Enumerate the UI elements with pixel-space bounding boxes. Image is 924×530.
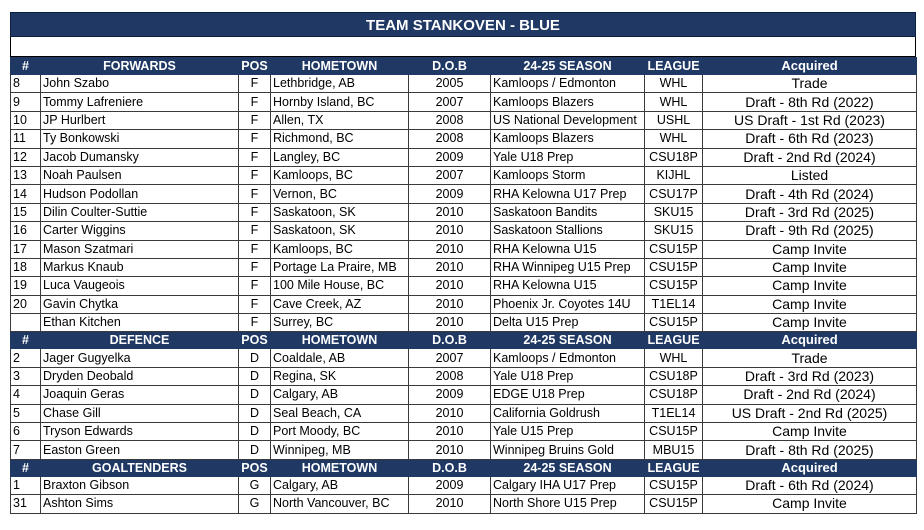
cell-number: 4 [11,386,41,404]
cell-name: Gavin Chytka [41,295,239,313]
cell-acquired: Camp Invite [703,423,917,441]
cell-acquired: Draft - 8th Rd (2025) [703,441,917,459]
cell-league: SKU15 [645,203,703,221]
goaltenders-header-dob: D.O.B [409,459,491,476]
cell-position: G [239,495,271,513]
cell-position: F [239,295,271,313]
cell-dob: 2009 [409,386,491,404]
cell-dob: 2010 [409,423,491,441]
cell-season-team: RHA Kelowna U15 [491,277,645,295]
cell-season-team: Yale U15 Prep [491,423,645,441]
cell-acquired: US Draft - 2nd Rd (2025) [703,404,917,422]
cell-acquired: Draft - 2nd Rd (2024) [703,386,917,404]
cell-number: 20 [11,295,41,313]
cell-league: CSU15P [645,240,703,258]
cell-number: 11 [11,130,41,148]
goaltenders-header-hometown: HOMETOWN [271,459,409,476]
table-row [11,441,917,459]
cell-hometown: Calgary, AB [271,386,409,404]
cell-season-team: North Shore U15 Prep [491,495,645,513]
cell-season-team: RHA Kelowna U15 [491,240,645,258]
cell-dob: 2007 [409,166,491,184]
cell-dob: 2009 [409,185,491,203]
forwards-header-hometown: HOMETOWN [271,58,409,75]
cell-name: Jager Gugyelka [41,349,239,367]
cell-league: CSU15P [645,495,703,513]
cell-hometown: North Vancouver, BC [271,495,409,513]
cell-number: 3 [11,367,41,385]
cell-acquired: Draft - 9th Rd (2025) [703,222,917,240]
cell-position: D [239,423,271,441]
cell-acquired: Draft - 6th Rd (2024) [703,476,917,494]
table-row [11,185,917,203]
table-row [11,367,917,385]
cell-hometown: Saskatoon, SK [271,203,409,221]
defence-header-dob: D.O.B [409,332,491,349]
table-row [11,476,917,494]
cell-number: 16 [11,222,41,240]
cell-number: 15 [11,203,41,221]
cell-hometown: Surrey, BC [271,314,409,332]
cell-position: F [239,166,271,184]
defence-header-number: # [11,332,41,349]
table-row [11,295,917,313]
cell-season-team: Calgary IHA U17 Prep [491,476,645,494]
cell-season-team: Kamloops / Edmonton [491,349,645,367]
cell-number: 9 [11,93,41,111]
cell-dob: 2010 [409,404,491,422]
cell-position: F [239,277,271,295]
cell-name: Tryson Edwards [41,423,239,441]
cell-dob: 2009 [409,148,491,166]
cell-acquired: Camp Invite [703,277,917,295]
defence-header-hometown: HOMETOWN [271,332,409,349]
cell-season-team: Yale U18 Prep [491,367,645,385]
cell-dob: 2010 [409,441,491,459]
cell-number: 12 [11,148,41,166]
roster-sheet [10,12,916,514]
cell-position: F [239,240,271,258]
cell-acquired: Draft - 4th Rd (2024) [703,185,917,203]
cell-name: Braxton Gibson [41,476,239,494]
cell-position: D [239,404,271,422]
cell-number: 10 [11,111,41,129]
defence-header-row [11,332,917,349]
defence-header-season-team: 24-25 SEASON [491,332,645,349]
cell-hometown: Coaldale, AB [271,349,409,367]
table-row [11,148,917,166]
cell-hometown: Kamloops, BC [271,240,409,258]
goaltenders-header-acquired: Acquired [703,459,917,476]
cell-dob: 2008 [409,367,491,385]
goaltenders-header-league: LEAGUE [645,459,703,476]
cell-name: Noah Paulsen [41,166,239,184]
cell-hometown: Seal Beach, CA [271,404,409,422]
cell-number: 1 [11,476,41,494]
cell-league: CSU18P [645,386,703,404]
cell-hometown: Richmond, BC [271,130,409,148]
cell-league: CSU15P [645,258,703,276]
cell-dob: 2010 [409,240,491,258]
cell-hometown: Lethbridge, AB [271,75,409,93]
table-row [11,75,917,93]
cell-league: WHL [645,349,703,367]
forwards-header-dob: D.O.B [409,58,491,75]
cell-league: KIJHL [645,166,703,184]
cell-number: 17 [11,240,41,258]
cell-dob: 2010 [409,203,491,221]
table-row [11,423,917,441]
cell-name: Jacob Dumansky [41,148,239,166]
cell-dob: 2008 [409,111,491,129]
cell-season-team: Delta U15 Prep [491,314,645,332]
cell-name: Mason Szatmari [41,240,239,258]
cell-league: CSU15P [645,476,703,494]
cell-acquired: Draft - 3rd Rd (2023) [703,367,917,385]
cell-dob: 2010 [409,277,491,295]
cell-position: G [239,476,271,494]
table-row [11,277,917,295]
cell-position: D [239,349,271,367]
cell-name: John Szabo [41,75,239,93]
cell-dob: 2010 [409,222,491,240]
cell-acquired: Camp Invite [703,495,917,513]
table-row [11,130,917,148]
cell-hometown: Vernon, BC [271,185,409,203]
goaltenders-header-position: POS [239,459,271,476]
forwards-header-position: POS [239,58,271,75]
cell-name: Easton Green [41,441,239,459]
cell-season-team: Phoenix Jr. Coyotes 14U [491,295,645,313]
table-row [11,166,917,184]
blank-row [10,37,916,57]
cell-number: 2 [11,349,41,367]
table-row [11,495,917,513]
cell-acquired: Camp Invite [703,258,917,276]
cell-season-team: Winnipeg Bruins Gold [491,441,645,459]
cell-acquired: Camp Invite [703,295,917,313]
table-row [11,222,917,240]
cell-hometown: Calgary, AB [271,476,409,494]
cell-hometown: Cave Creek, AZ [271,295,409,313]
cell-league: WHL [645,130,703,148]
cell-acquired: Camp Invite [703,240,917,258]
table-row [11,349,917,367]
cell-acquired: Listed [703,166,917,184]
defence-header-acquired: Acquired [703,332,917,349]
cell-number: 6 [11,423,41,441]
cell-position: F [239,148,271,166]
cell-league: T1EL14 [645,404,703,422]
cell-name: Tommy Lafreniere [41,93,239,111]
goaltenders-header-name: GOALTENDERS [41,459,239,476]
cell-name: JP Hurlbert [41,111,239,129]
table-row [11,258,917,276]
table-row [11,314,917,332]
cell-position: F [239,111,271,129]
cell-league: USHL [645,111,703,129]
cell-season-team: Saskatoon Bandits [491,203,645,221]
cell-name: Markus Knaub [41,258,239,276]
cell-league: MBU15 [645,441,703,459]
cell-hometown: Langley, BC [271,148,409,166]
cell-number [11,314,41,332]
forwards-header-number: # [11,58,41,75]
table-row [11,93,917,111]
cell-league: CSU17P [645,185,703,203]
cell-acquired: Draft - 8th Rd (2022) [703,93,917,111]
cell-hometown: Hornby Island, BC [271,93,409,111]
cell-league: CSU18P [645,367,703,385]
cell-position: D [239,386,271,404]
cell-number: 14 [11,185,41,203]
cell-hometown: Regina, SK [271,367,409,385]
cell-league: WHL [645,75,703,93]
table-row [11,404,917,422]
cell-dob: 2010 [409,295,491,313]
cell-name: Ty Bonkowski [41,130,239,148]
cell-number: 19 [11,277,41,295]
cell-name: Carter Wiggins [41,222,239,240]
cell-hometown: Winnipeg, MB [271,441,409,459]
cell-season-team: RHA Winnipeg U15 Prep [491,258,645,276]
cell-acquired: Trade [703,349,917,367]
cell-season-team: Kamloops Blazers [491,93,645,111]
cell-league: SKU15 [645,222,703,240]
cell-league: CSU15P [645,314,703,332]
cell-name: Dilin Coulter-Suttie [41,203,239,221]
cell-position: F [239,314,271,332]
cell-dob: 2008 [409,130,491,148]
cell-dob: 2007 [409,93,491,111]
goaltenders-header-number: # [11,459,41,476]
cell-number: 8 [11,75,41,93]
cell-league: CSU15P [645,277,703,295]
forwards-header-league: LEAGUE [645,58,703,75]
cell-dob: 2007 [409,349,491,367]
defence-header-position: POS [239,332,271,349]
cell-position: F [239,222,271,240]
cell-season-team: Saskatoon Stallions [491,222,645,240]
cell-position: F [239,130,271,148]
forwards-header-acquired: Acquired [703,58,917,75]
cell-position: F [239,185,271,203]
cell-position: F [239,258,271,276]
cell-acquired: Draft - 6th Rd (2023) [703,130,917,148]
cell-league: CSU18P [645,148,703,166]
cell-number: 18 [11,258,41,276]
cell-name: Ashton Sims [41,495,239,513]
cell-league: CSU15P [645,423,703,441]
cell-hometown: Allen, TX [271,111,409,129]
forwards-header-name: FORWARDS [41,58,239,75]
goaltenders-header-row [11,459,917,476]
cell-name: Dryden Deobald [41,367,239,385]
cell-number: 31 [11,495,41,513]
cell-season-team: Kamloops / Edmonton [491,75,645,93]
defence-header-name: DEFENCE [41,332,239,349]
table-row [11,203,917,221]
cell-acquired: Draft - 3rd Rd (2025) [703,203,917,221]
table-row [11,386,917,404]
cell-season-team: Yale U18 Prep [491,148,645,166]
cell-season-team: US National Development [491,111,645,129]
cell-dob: 2010 [409,314,491,332]
cell-number: 13 [11,166,41,184]
table-row [11,240,917,258]
cell-name: Joaquin Geras [41,386,239,404]
cell-hometown: Saskatoon, SK [271,222,409,240]
cell-name: Ethan Kitchen [41,314,239,332]
cell-season-team: Kamloops Storm [491,166,645,184]
cell-season-team: EDGE U18 Prep [491,386,645,404]
cell-acquired: Trade [703,75,917,93]
roster-table [10,57,917,514]
cell-dob: 2010 [409,258,491,276]
cell-dob: 2009 [409,476,491,494]
cell-position: F [239,203,271,221]
cell-number: 7 [11,441,41,459]
cell-season-team: California Goldrush [491,404,645,422]
cell-hometown: Portage La Praire, MB [271,258,409,276]
cell-position: D [239,441,271,459]
cell-dob: 2010 [409,495,491,513]
cell-hometown: Port Moody, BC [271,423,409,441]
forwards-header-season-team: 24-25 SEASON [491,58,645,75]
cell-hometown: 100 Mile House, BC [271,277,409,295]
cell-league: T1EL14 [645,295,703,313]
cell-number: 5 [11,404,41,422]
cell-name: Hudson Podollan [41,185,239,203]
cell-dob: 2005 [409,75,491,93]
cell-acquired: Draft - 2nd Rd (2024) [703,148,917,166]
cell-position: F [239,75,271,93]
forwards-header-row [11,58,917,75]
cell-acquired: Camp Invite [703,314,917,332]
cell-season-team: RHA Kelowna U17 Prep [491,185,645,203]
cell-name: Chase Gill [41,404,239,422]
cell-position: D [239,367,271,385]
cell-position: F [239,93,271,111]
goaltenders-header-season-team: 24-25 SEASON [491,459,645,476]
cell-acquired: US Draft - 1st Rd (2023) [703,111,917,129]
cell-league: WHL [645,93,703,111]
defence-header-league: LEAGUE [645,332,703,349]
page-title: TEAM STANKOVEN - BLUE [10,12,916,37]
cell-season-team: Kamloops Blazers [491,130,645,148]
table-row [11,111,917,129]
cell-hometown: Kamloops, BC [271,166,409,184]
cell-name: Luca Vaugeois [41,277,239,295]
